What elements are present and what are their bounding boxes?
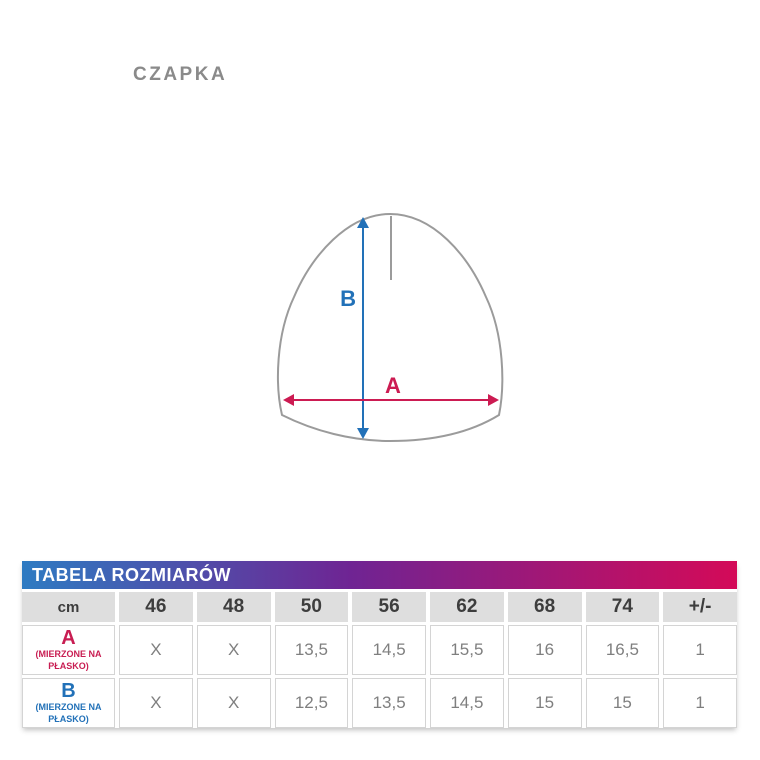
column-header-74: 74 (586, 592, 660, 622)
cell-b-50: 12,5 (275, 678, 349, 728)
cell-a-68: 16 (508, 625, 582, 675)
measure-arrow-a (283, 373, 499, 406)
cell-b-tolerance: 1 (663, 678, 737, 728)
cell-a-46: X (119, 625, 193, 675)
column-header-68: 68 (508, 592, 582, 622)
cell-b-46: X (119, 678, 193, 728)
row-label-a (22, 625, 115, 675)
label-b: B (340, 286, 356, 311)
cell-a-tolerance: 1 (663, 625, 737, 675)
row-a-sublabel: (MIERZONE NA PŁASKO) (35, 649, 102, 671)
row-a-letter: A (61, 627, 76, 650)
cell-a-74: 16,5 (586, 625, 660, 675)
row-b-sublabel: (MIERZONE NA PŁASKO) (35, 702, 102, 724)
column-header-56: 56 (352, 592, 426, 622)
cell-a-56: 14,5 (352, 625, 426, 675)
cell-b-74: 15 (586, 678, 660, 728)
column-header-unit: cm (22, 592, 115, 622)
product-title: CZAPKA (133, 64, 228, 85)
cell-b-48: X (197, 678, 271, 728)
row-b-letter: B (61, 680, 76, 703)
measure-arrow-b (340, 217, 369, 439)
cell-b-68: 15 (508, 678, 582, 728)
column-header-tolerance: +/- (663, 592, 737, 622)
row-label-b (22, 678, 115, 728)
column-header-48: 48 (197, 592, 271, 622)
cell-a-62: 15,5 (430, 625, 504, 675)
label-a: A (385, 373, 401, 398)
column-header-50: 50 (275, 592, 349, 622)
cell-b-56: 13,5 (352, 678, 426, 728)
column-header-62: 62 (430, 592, 504, 622)
size-table-grid (22, 592, 737, 728)
size-table-title: TABELA ROZMIARÓW (22, 561, 737, 589)
cell-a-48: X (197, 625, 271, 675)
column-header-46: 46 (119, 592, 193, 622)
size-table (22, 561, 737, 728)
cell-b-62: 14,5 (430, 678, 504, 728)
cell-a-50: 13,5 (275, 625, 349, 675)
